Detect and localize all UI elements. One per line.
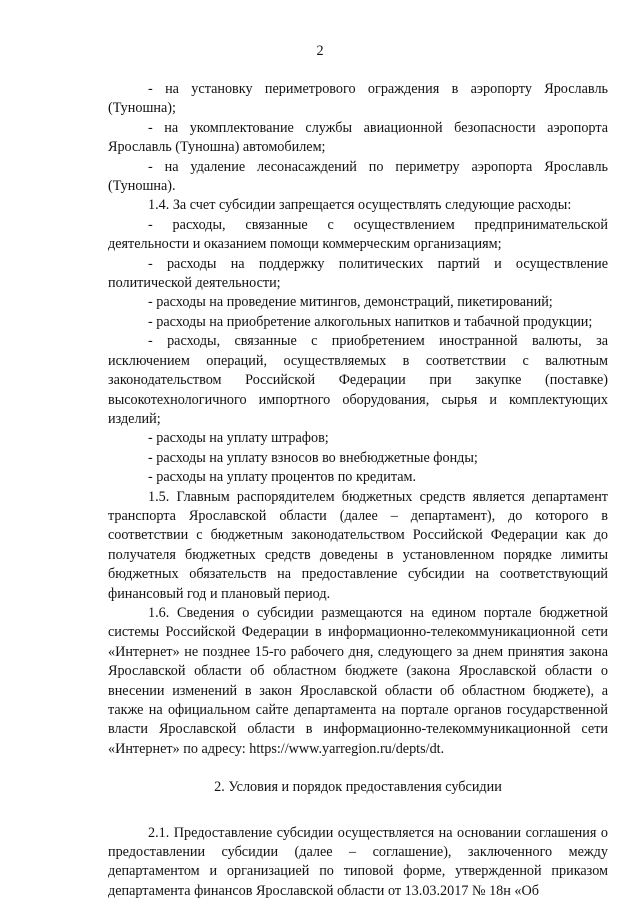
- paragraph-group-top: [108, 80, 608, 759]
- section-heading: 2. Условия и порядок предоставления субсидии: [214, 779, 502, 796]
- paragraph: 1.6. Сведения о субсидии размещаются на едином портале бюджетной системы Российской Федерации в информационно-телекоммуникационной сети «Интернет» не позднее 15-го рабочего дня, следующего за днем принятия закона Ярославской области об областном бюджете (закона Ярославской области о внесении изменений в закон Ярославской области об областном бюджете), а также на официальном сайте департамента на портале органов государственной власти Ярославской области в информационно-телекоммуникационной сети «Интернет» по адресу: https://www.yarregion.ru/depts/dt.: [108, 604, 608, 757]
- paragraph-group-bottom: [108, 824, 608, 902]
- paragraph: 1.5. Главным распорядителем бюджетных средств является департамент транспорта Ярославской области (далее – департамент), до которого в соответствии с бюджетным законодательством Российской Федерации как до получателя бюджетных средств доведены в установленном порядке лимиты бюджетных обязательств на предоставление субсидии на соответствующий финансовый год и плановый период.: [108, 488, 608, 602]
- paragraph: - расходы на поддержку политических партий и осуществление политической деятельности;: [108, 255, 608, 292]
- paragraph: 1.4. За счет субсидии запрещается осуществлять следующие расходы:: [148, 197, 572, 214]
- paragraph: - расходы на проведение митингов, демонстраций, пикетирований;: [148, 294, 553, 311]
- page-number: 2: [316, 43, 324, 59]
- paragraph: - расходы, связанные с приобретением иностранной валюты, за исключением операций, осуществляемых в соответствии с валютным законодательством Российской Федерации при закупке (поставке) высокотехнологичного импортного оборудования, сырья и комплектующих изделий;: [108, 333, 608, 427]
- paragraph: - расходы, связанные с осуществлением предпринимательской деятельности и оказанием помощи коммерческим организациям;: [108, 216, 608, 253]
- paragraph: - расходы на уплату взносов во внебюджетные фонды;: [148, 449, 478, 466]
- paragraph: - расходы на приобретение алкогольных напитков и табачной продукции;: [148, 313, 593, 330]
- spacer: [108, 759, 608, 778]
- paragraph: - расходы на уплату процентов по кредитам.: [148, 469, 417, 486]
- paragraph: - расходы на уплату штрафов;: [148, 430, 329, 447]
- paragraph: - на укомплектование службы авиационной безопасности аэропорта Ярославль (Туношна) автомобилем;: [108, 119, 608, 156]
- document-body: [108, 80, 608, 901]
- spacer: [108, 798, 608, 824]
- paragraph: - на удаление лесонасаждений по периметру аэропорта Ярославль (Туношна).: [108, 158, 608, 195]
- paragraph: - на установку периметрового ограждения в аэропорту Ярославль (Туношна);: [108, 81, 608, 117]
- paragraph: 2.1. Предоставление субсидии осуществляется на основании соглашения о предоставлении субсидии (далее – соглашение), заключенного между департаментом и организацией по типовой форме, утвержденной приказом департамента финансов Ярославской области от 13.03.2017 № 18н «Об: [108, 824, 608, 899]
